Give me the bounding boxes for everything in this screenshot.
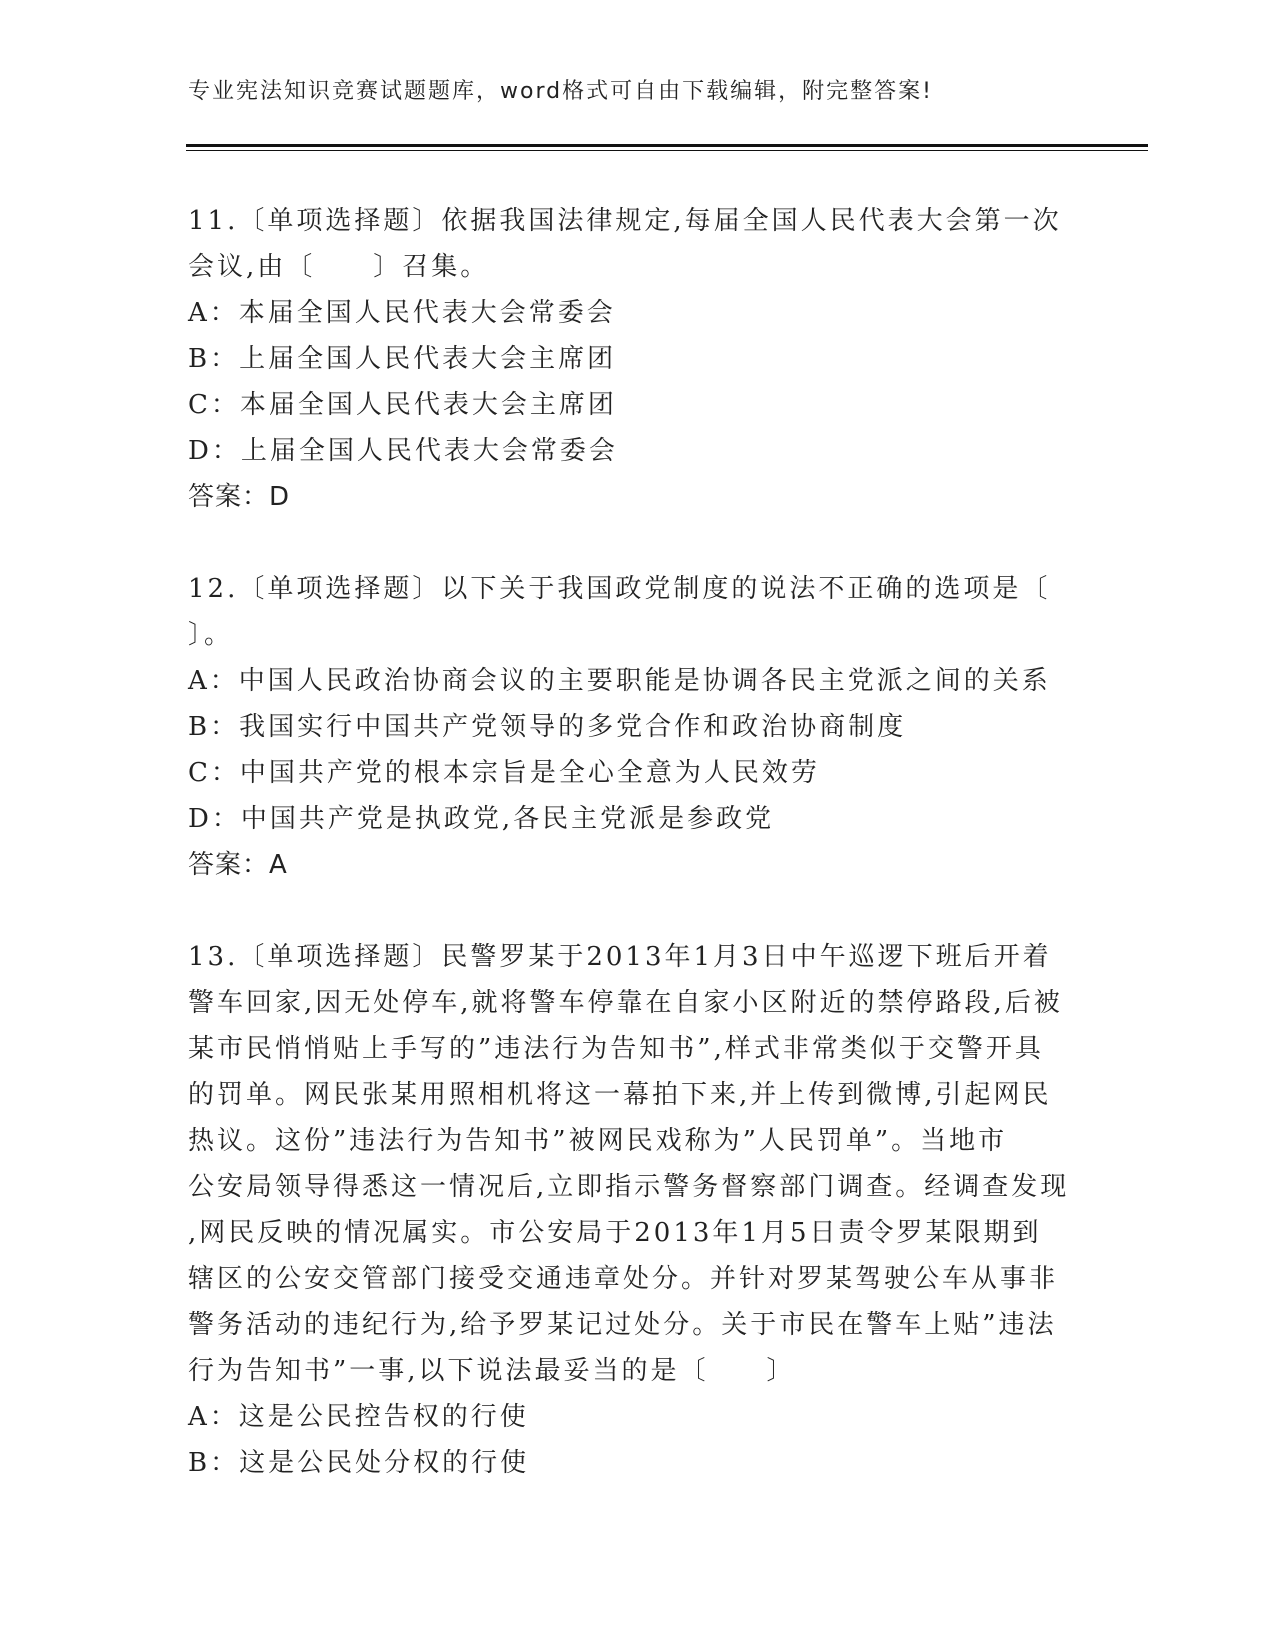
question-list (188, 198, 1088, 1532)
question-stem-line: 11.〔单项选择题〕依据我国法律规定,每届全国人民代表大会第一次 (188, 206, 1062, 236)
question-stem-line: 〕。 (188, 620, 234, 650)
question-13 (188, 934, 1088, 1486)
question-stem-line: 的罚单。网民张某用照相机将这一幕拍下来,并上传到微博,引起网民 (188, 1080, 1052, 1110)
answer-line: 答案：D (188, 482, 291, 512)
question-stem-line: 行为告知书”一事,以下说法最妥当的是〔 〕 (188, 1356, 796, 1386)
option-b: B：上届全国人民代表大会主席团 (188, 344, 617, 374)
question-stem-line: 13.〔单项选择题〕民警罗某于2013年1月3日中午巡逻下班后开着 (188, 942, 1052, 972)
option-c: C：中国共产党的根本宗旨是全心全意为人民效劳 (188, 758, 820, 788)
question-stem-line: 热议。这份”违法行为告知书”被网民戏称为”人民罚单”。当地市 (188, 1126, 1008, 1156)
option-a: A：中国人民政治协商会议的主要职能是协调各民主党派之间的关系 (188, 666, 1051, 696)
header-rule-thin (186, 150, 1148, 151)
option-d: D：上届全国人民代表大会常委会 (188, 436, 618, 466)
question-stem-line: 公安局领导得悉这一情况后,立即指示警务督察部门调查。经调查发现 (188, 1172, 1070, 1202)
answer-line: 答案：A (188, 850, 288, 880)
option-d: D：中国共产党是执政党,各民主党派是参政党 (188, 804, 775, 834)
question-stem-line: 某市民悄悄贴上手写的”违法行为告知书”,样式非常类似于交警开具 (188, 1034, 1044, 1064)
question-stem-line: 警车回家,因无处停车,就将警车停靠在自家小区附近的禁停路段,后被 (188, 988, 1063, 1018)
question-stem-line: ,网民反映的情况属实。市公安局于2013年1月5日责令罗某限期到 (188, 1218, 1042, 1248)
question-stem-line: 12.〔单项选择题〕以下关于我国政党制度的说法不正确的选项是〔 (188, 574, 1051, 604)
question-12 (188, 566, 1088, 888)
option-a: A：这是公民控告权的行使 (188, 1402, 529, 1432)
question-stem-line: 辖区的公安交管部门接受交通违章处分。并针对罗某驾驶公车从事非 (188, 1264, 1059, 1294)
option-c: C：本届全国人民代表大会主席团 (188, 390, 617, 420)
option-b: B：我国实行中国共产党领导的多党合作和政治协商制度 (188, 712, 907, 742)
option-a: A：本届全国人民代表大会常委会 (188, 298, 616, 328)
question-11 (188, 198, 1088, 520)
option-b: B：这是公民处分权的行使 (188, 1448, 530, 1478)
page-header: 专业宪法知识竞赛试题题库，word格式可自由下载编辑，附完整答案! (188, 79, 933, 104)
question-stem-line: 会议,由〔 〕召集。 (188, 252, 490, 282)
question-stem-line: 警务活动的违纪行为,给予罗某记过处分。关于市民在警车上贴”违法 (188, 1310, 1057, 1340)
header-rule-thick (186, 144, 1148, 147)
